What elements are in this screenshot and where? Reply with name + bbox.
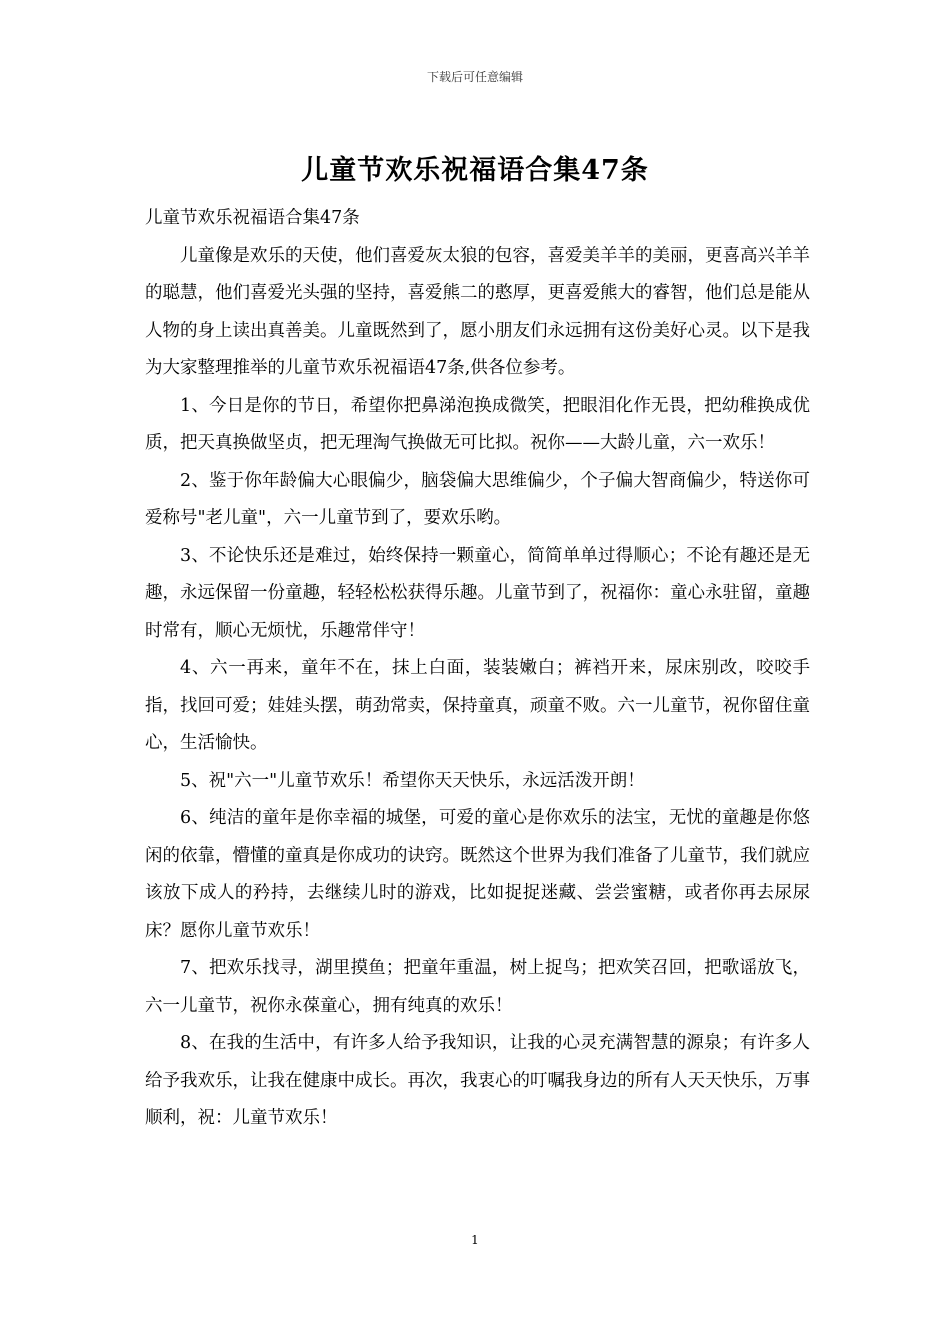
document-subtitle: 儿童节欢乐祝福语合集47条 [145, 208, 360, 228]
wish-paragraph-5: 5、祝"六一"儿童节欢乐！希望你天天快乐，永远活泼开朗！ [180, 770, 645, 791]
wish-paragraph-8: 8、在我的生活中，有许多人给予我知识，让我的心灵充满智慧的源泉；有许多人给予我欢乐，让我在健康中成长。再次，我衷心的叮嘱我身边的所有人天天快乐，万事顺利，祝：儿童节欢乐！ [145, 1033, 810, 1128]
document-title: 儿童节欢乐祝福语合集47条 [301, 155, 649, 186]
wish-paragraph-2: 2、鉴于你年龄偏大心眼偏少，脑袋偏大思维偏少，个子偏大智商偏少，特送你可爱称号"老儿童"，六一儿童节到了，要欢乐哟。 [145, 470, 810, 528]
wish-paragraph-3: 3、不论快乐还是难过，始终保持一颗童心，简简单单过得顺心；不论有趣还是无趣，永远保留一份童趣，轻轻松松获得乐趣。儿童节到了，祝福你：童心永驻留，童趣时常有，顺心无烦忧，乐趣常伴守！ [145, 545, 810, 641]
page-number: 1 [471, 1233, 479, 1247]
wish-paragraph-6: 6、纯洁的童年是你幸福的城堡，可爱的童心是你欢乐的法宝，无忧的童趣是你悠闲的依靠，懵懂的童真是你成功的诀窍。既然这个世界为我们准备了儿童节，我们就应该放下成人的矜持，去继续儿时的游戏，比如捉捉迷藏、尝尝蜜糖，或者你再去尿尿床？愿你儿童节欢乐！ [145, 808, 810, 941]
wish-paragraph-7: 7、把欢乐找寻，湖里摸鱼；把童年重温，树上捉鸟；把欢笑召回，把歌谣放飞，六一儿童节，祝你永葆童心，拥有纯真的欢乐！ [145, 958, 810, 1016]
wish-paragraph-4: 4、六一再来，童年不在，抹上白面，装装嫩白；裤裆开来，尿床别改，咬咬手指，找回可爱；娃娃头摆，萌劲常卖，保持童真，顽童不败。六一儿童节，祝你留住童心，生活愉快。 [145, 658, 810, 753]
document-body [145, 200, 810, 1138]
wish-paragraph-1: 1、今日是你的节日，希望你把鼻涕泡换成微笑，把眼泪化作无畏，把幼稚换成优质，把天真换做坚贞，把无理淘气换做无可比拟。祝你——大龄儿童，六一欢乐！ [145, 395, 810, 453]
page-header: 下载后可任意编辑 [426, 70, 523, 84]
intro-paragraph: 儿童像是欢乐的天使，他们喜爱灰太狼的包容，喜爱美羊羊的美丽，更喜高兴羊羊的聪慧，他们喜爱光头强的坚持，喜爱熊二的憨厚，更喜爱熊大的睿智，他们总是能从人物的身上读出真善美。儿童既然到了，愿小朋友们永远拥有这份美好心灵。以下是我为大家整理推举的儿童节欢乐祝福语47条,供各位参考。 [145, 245, 810, 378]
